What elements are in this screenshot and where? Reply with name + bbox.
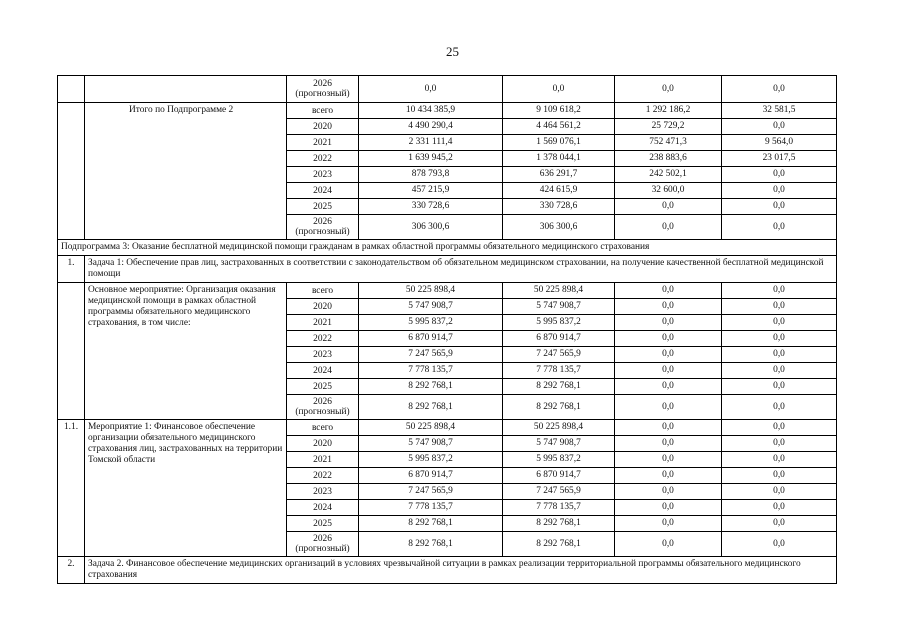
value-cell: 7 247 565,9 (503, 484, 615, 500)
year-cell: всего (287, 103, 359, 119)
value-cell: 0,0 (615, 379, 722, 395)
value-cell: 0,0 (503, 76, 615, 103)
value-cell: 7 247 565,9 (359, 347, 503, 363)
year-cell: всего (287, 420, 359, 436)
value-cell: 6 870 914,7 (503, 331, 615, 347)
table-row (58, 76, 837, 103)
page-number: 25 (446, 44, 459, 59)
task-row (58, 256, 837, 283)
value-cell: 0,0 (722, 183, 837, 199)
subprogram-heading: Подпрограмма 3: Оказание бесплатной медицинской помощи гражданам в рамках областной программы обязательного медицинского страхования (58, 240, 837, 256)
table-row (58, 420, 837, 436)
value-cell: 0,0 (722, 315, 837, 331)
year-cell: 2023 (287, 347, 359, 363)
item-label: Мероприятие 1: Финансовое обеспечение организации обязательного медицинского страхования лиц, застрахованных на территории Томской области (85, 420, 287, 557)
value-cell: 5 995 837,2 (503, 315, 615, 331)
value-cell: 10 434 385,9 (359, 103, 503, 119)
value-cell: 2 331 111,4 (359, 135, 503, 151)
value-cell: 7 778 135,7 (503, 363, 615, 379)
value-cell: 5 747 908,7 (503, 299, 615, 315)
value-cell: 0,0 (615, 420, 722, 436)
value-cell: 1 378 044,1 (503, 151, 615, 167)
value-cell: 25 729,2 (615, 119, 722, 135)
item-index (58, 283, 85, 420)
year-cell: 2020 (287, 119, 359, 135)
value-cell: 6 870 914,7 (503, 468, 615, 484)
value-cell: 0,0 (615, 283, 722, 299)
value-cell: 0,0 (615, 76, 722, 103)
value-cell: 242 502,1 (615, 167, 722, 183)
year-cell: 2025 (287, 379, 359, 395)
year-cell: 2025 (287, 199, 359, 215)
value-cell: 8 292 768,1 (359, 532, 503, 557)
value-cell: 8 292 768,1 (503, 379, 615, 395)
year-cell: 2025 (287, 516, 359, 532)
value-cell: 50 225 898,4 (359, 420, 503, 436)
task-index: 2. (58, 557, 85, 584)
year-cell: всего (287, 283, 359, 299)
year-cell: 2021 (287, 452, 359, 468)
value-cell: 0,0 (615, 315, 722, 331)
subprogram-heading-row (58, 240, 837, 256)
year-cell: 2021 (287, 135, 359, 151)
value-cell: 5 747 908,7 (359, 299, 503, 315)
value-cell: 330 728,6 (359, 199, 503, 215)
value-cell: 8 292 768,1 (359, 516, 503, 532)
value-cell: 8 292 768,1 (359, 379, 503, 395)
value-cell: 50 225 898,4 (503, 283, 615, 299)
value-cell: 0,0 (615, 516, 722, 532)
year-cell: 2023 (287, 167, 359, 183)
value-cell: 0,0 (615, 395, 722, 420)
value-cell: 0,0 (722, 199, 837, 215)
table-body (58, 76, 837, 584)
year-cell: 2024 (287, 363, 359, 379)
value-cell: 7 778 135,7 (503, 500, 615, 516)
year-cell: 2024 (287, 183, 359, 199)
value-cell: 0,0 (615, 500, 722, 516)
value-cell: 0,0 (615, 363, 722, 379)
value-cell: 0,0 (722, 283, 837, 299)
value-cell: 6 870 914,7 (359, 331, 503, 347)
value-cell: 7 247 565,9 (503, 347, 615, 363)
year-cell: 2021 (287, 315, 359, 331)
task-index: 1. (58, 256, 85, 283)
task-text: Задача 1: Обеспечение прав лиц, застрахованных в соответствии с законодательством об обязательном медицинском страховании, на получение качественной бесплатной медицинской помощи (85, 256, 837, 283)
value-cell: 1 569 076,1 (503, 135, 615, 151)
item-index (58, 103, 85, 240)
year-cell: 2022 (287, 331, 359, 347)
value-cell: 7 778 135,7 (359, 500, 503, 516)
value-cell: 5 747 908,7 (503, 436, 615, 452)
value-cell: 330 728,6 (503, 199, 615, 215)
value-cell: 0,0 (615, 484, 722, 500)
table-row (58, 103, 837, 119)
value-cell: 5 995 837,2 (359, 452, 503, 468)
value-cell: 32 600,0 (615, 183, 722, 199)
item-label: Итого по Подпрограмме 2 (85, 103, 287, 240)
value-cell: 0,0 (722, 379, 837, 395)
value-cell: 5 995 837,2 (359, 315, 503, 331)
value-cell: 0,0 (722, 331, 837, 347)
value-cell: 878 793,8 (359, 167, 503, 183)
value-cell: 8 292 768,1 (503, 395, 615, 420)
value-cell: 0,0 (722, 484, 837, 500)
value-cell: 0,0 (722, 347, 837, 363)
value-cell: 0,0 (722, 468, 837, 484)
value-cell: 306 300,6 (359, 215, 503, 240)
value-cell: 9 564,0 (722, 135, 837, 151)
value-cell: 32 581,5 (722, 103, 837, 119)
value-cell: 7 778 135,7 (359, 363, 503, 379)
value-cell: 4 464 561,2 (503, 119, 615, 135)
value-cell: 8 292 768,1 (503, 532, 615, 557)
task-row (58, 557, 837, 584)
year-cell: 2026 (прогнозный) (287, 395, 359, 420)
value-cell: 0,0 (615, 215, 722, 240)
year-cell: 2026 (прогнозный) (287, 215, 359, 240)
value-cell: 9 109 618,2 (503, 103, 615, 119)
value-cell: 6 870 914,7 (359, 468, 503, 484)
value-cell: 0,0 (615, 299, 722, 315)
value-cell: 8 292 768,1 (503, 516, 615, 532)
item-label (85, 76, 287, 103)
value-cell: 0,0 (722, 395, 837, 420)
value-cell: 0,0 (615, 532, 722, 557)
year-cell: 2020 (287, 299, 359, 315)
value-cell: 0,0 (722, 76, 837, 103)
value-cell: 1 639 945,2 (359, 151, 503, 167)
value-cell: 306 300,6 (503, 215, 615, 240)
value-cell: 8 292 768,1 (359, 395, 503, 420)
value-cell: 0,0 (615, 468, 722, 484)
value-cell: 0,0 (722, 436, 837, 452)
item-label: Основное мероприятие: Организация оказания медицинской помощи в рамках областной программы обязательного медицинского страхования, в том числе: (85, 283, 287, 420)
value-cell: 238 883,6 (615, 151, 722, 167)
value-cell: 0,0 (722, 420, 837, 436)
value-cell: 0,0 (722, 215, 837, 240)
value-cell: 0,0 (722, 452, 837, 468)
value-cell: 5 747 908,7 (359, 436, 503, 452)
year-cell: 2024 (287, 500, 359, 516)
value-cell: 0,0 (722, 532, 837, 557)
value-cell: 0,0 (722, 500, 837, 516)
value-cell: 0,0 (722, 167, 837, 183)
value-cell: 0,0 (359, 76, 503, 103)
value-cell: 0,0 (615, 436, 722, 452)
item-index (58, 76, 85, 103)
value-cell: 752 471,3 (615, 135, 722, 151)
year-cell: 2026 (прогнозный) (287, 76, 359, 103)
task-text: Задача 2. Финансовое обеспечение медицинских организаций в условиях чрезвычайной ситуации в рамках реализации территориальной программы обязательного медицинского страхования (85, 557, 837, 584)
value-cell: 0,0 (722, 119, 837, 135)
value-cell: 0,0 (615, 347, 722, 363)
table-row (58, 283, 837, 299)
year-cell: 2022 (287, 151, 359, 167)
value-cell: 7 247 565,9 (359, 484, 503, 500)
item-index: 1.1. (58, 420, 85, 557)
value-cell: 0,0 (722, 363, 837, 379)
year-cell: 2023 (287, 484, 359, 500)
year-cell: 2022 (287, 468, 359, 484)
value-cell: 1 292 186,2 (615, 103, 722, 119)
year-cell: 2026 (прогнозный) (287, 532, 359, 557)
value-cell: 457 215,9 (359, 183, 503, 199)
value-cell: 0,0 (722, 516, 837, 532)
value-cell: 4 490 290,4 (359, 119, 503, 135)
value-cell: 0,0 (615, 331, 722, 347)
value-cell: 50 225 898,4 (359, 283, 503, 299)
value-cell: 0,0 (615, 199, 722, 215)
budget-table (57, 75, 837, 584)
value-cell: 23 017,5 (722, 151, 837, 167)
value-cell: 636 291,7 (503, 167, 615, 183)
value-cell: 424 615,9 (503, 183, 615, 199)
value-cell: 50 225 898,4 (503, 420, 615, 436)
year-cell: 2020 (287, 436, 359, 452)
value-cell: 5 995 837,2 (503, 452, 615, 468)
value-cell: 0,0 (722, 299, 837, 315)
value-cell: 0,0 (615, 452, 722, 468)
